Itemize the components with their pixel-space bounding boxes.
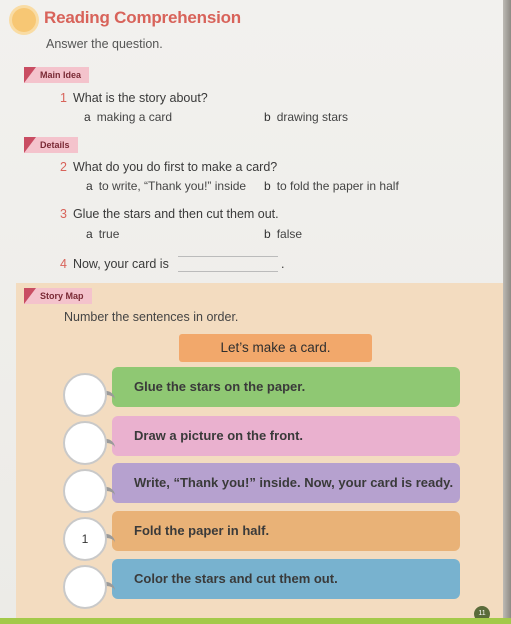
sentence-end: . <box>281 257 285 271</box>
order-circle[interactable] <box>63 565 107 609</box>
option-letter: b <box>264 227 271 241</box>
story-step-box: Draw a picture on the front. <box>112 416 460 456</box>
page-edge <box>503 0 511 624</box>
bottom-strip <box>0 618 511 624</box>
story-step-box: Glue the stars on the paper. <box>112 367 460 407</box>
option-text: false <box>276 227 303 241</box>
story-step-box: Color the stars and cut them out. <box>112 559 460 599</box>
option-2a[interactable] <box>86 179 246 193</box>
option-3a[interactable] <box>86 227 119 241</box>
story-start-box: Let’s make a card. <box>179 334 372 362</box>
question-text: What do you do first to make a card? <box>72 160 278 174</box>
page-title: Reading Comprehension <box>44 8 241 27</box>
answer-blank[interactable] <box>178 256 278 272</box>
question-number: 1 <box>60 91 67 105</box>
question-number: 2 <box>60 160 67 174</box>
option-text: making a card <box>96 110 173 124</box>
option-letter: b <box>264 110 271 124</box>
question-number: 4 <box>60 257 67 271</box>
order-circle[interactable] <box>63 373 107 417</box>
story-map-tab: Story Map <box>24 288 92 304</box>
order-circle[interactable] <box>63 421 107 465</box>
option-3b[interactable] <box>264 227 302 241</box>
option-letter: a <box>86 179 93 193</box>
option-text: drawing stars <box>276 110 349 124</box>
question-text: Glue the stars and then cut them out. <box>72 207 279 221</box>
option-2b[interactable] <box>264 179 399 193</box>
option-1a[interactable] <box>84 110 172 124</box>
question-text: What is the story about? <box>72 91 208 105</box>
page-number: 11 <box>474 606 490 618</box>
question-2 <box>60 160 277 174</box>
option-text: to write, “Thank you!” inside <box>98 179 247 193</box>
question-text: Now, your card is <box>72 257 169 271</box>
option-letter: a <box>84 110 91 124</box>
story-step-box: Fold the paper in half. <box>112 511 460 551</box>
option-letter: b <box>264 179 271 193</box>
sun-icon <box>12 8 36 32</box>
story-step-box: Write, “Thank you!” inside. Now, your card is ready. <box>112 463 460 503</box>
option-text: true <box>98 227 120 241</box>
option-letter: a <box>86 227 93 241</box>
details-tab: Details <box>24 137 78 153</box>
question-1 <box>60 91 208 105</box>
story-map-instruction: Number the sentences in order. <box>64 310 239 324</box>
order-circle[interactable]: 1 <box>63 517 107 561</box>
order-circle[interactable] <box>63 469 107 513</box>
question-3 <box>60 207 279 221</box>
question-number: 3 <box>60 207 67 221</box>
option-text: to fold the paper in half <box>276 179 399 193</box>
question-4 <box>60 257 169 271</box>
option-1b[interactable] <box>264 110 348 124</box>
page-subtitle: Answer the question. <box>46 37 163 51</box>
main-idea-tab: Main Idea <box>24 67 89 83</box>
